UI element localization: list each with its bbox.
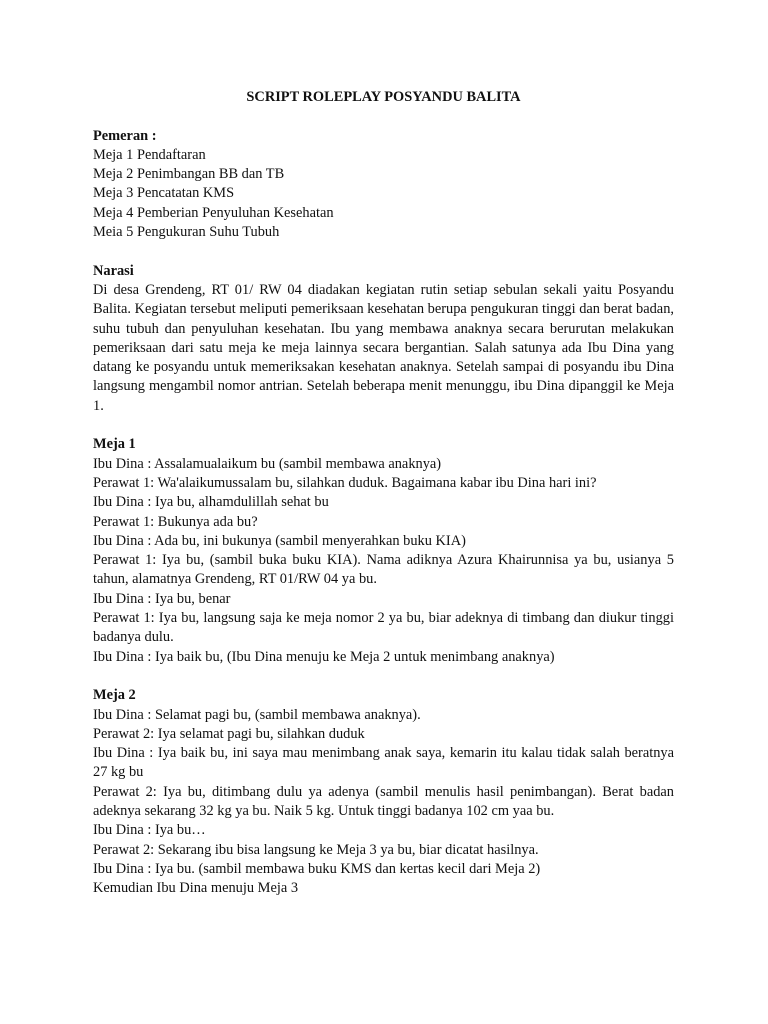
cast-item: Meja 3 Pencatatan KMS [93, 185, 235, 202]
document-content [93, 88, 674, 898]
dialogue-line: Perawat 2: Iya bu, ditimbang dulu ya adenya (sambil menulis hasil penimbangan). Berat badan adeknya sekarang 32 kg ya bu. Naik 5 kg. Untuk tinggi badanya 102 cm yaa bu. [93, 783, 674, 819]
dialogue-line: Perawat 2: Iya selamat pagi bu, silahkan duduk [93, 725, 365, 742]
dialogue-line: Ibu Dina : Assalamualaikum bu (sambil membawa anaknya) [93, 455, 442, 472]
cast-heading: Pemeran : [93, 127, 157, 144]
dialogue-line: Perawat 1: Bukunya ada bu? [93, 513, 258, 530]
dialogue-line: Perawat 1: Iya bu, (sambil buka buku KIA). Nama adiknya Azura Khairunnisa ya bu, usianya 5 tahun, alamatnya Grendeng, RT 01/RW 04 ya bu. [93, 552, 674, 588]
narration-text: Di desa Grendeng, RT 01/ RW 04 diadakan kegiatan rutin setiap sebulan sekali yaitu Posyandu Balita. Kegiatan tersebut meliputi pemeriksaan kesehatan berupa pengukuran tinggi dan berat badan, suhu tubuh dan penyuluhan kesehatan. Ibu yang membawa anaknya secara berurutan melakukan pemeriksaan dari satu meja ke meja lainnya secara bergantian. Salah satunya ada Ibu Dina yang datang ke posyandu untuk memeriksakan kesehatan anaknya. Setelah sampai di posyandu ibu Dina langsung mengambil nomor antrian. Setelah beberapa menit menunggu, ibu Dina dipanggil ke Meja 1. [93, 281, 674, 414]
document-title: SCRIPT ROLEPLAY POSYANDU BALITA [246, 89, 521, 105]
section-spacer [93, 667, 674, 686]
narration-heading: Narasi [93, 262, 134, 279]
cast-item: Meja 1 Pendaftaran [93, 146, 206, 163]
dialogue-line: Ibu Dina : Iya bu. (sambil membawa buku KMS dan kertas kecil dari Meja 2) [93, 860, 541, 877]
dialogue-line: Kemudian Ibu Dina menuju Meja 3 [93, 880, 299, 897]
dialogue-line: Ibu Dina : Selamat pagi bu, (sambil membawa anaknya). [93, 706, 421, 723]
dialogue-line: Ibu Dina : Iya bu, benar [93, 590, 231, 607]
cast-item: Meja 4 Pemberian Penyuluhan Kesehatan [93, 204, 334, 221]
cast-item: Meia 5 Pengukuran Suhu Tubuh [93, 224, 280, 241]
section-spacer [93, 416, 674, 435]
cast-item: Meja 2 Penimbangan BB dan TB [93, 166, 285, 183]
meja1-heading: Meja 1 [93, 436, 136, 453]
dialogue-line: Ibu Dina : Iya bu, alhamdulillah sehat bu [93, 494, 329, 511]
dialogue-line: Ibu Dina : Ada bu, ini bukunya (sambil menyerahkan buku KIA) [93, 532, 466, 549]
dialogue-line: Perawat 1: Iya bu, langsung saja ke meja nomor 2 ya bu, biar adeknya di timbang dan diukur tinggi badanya dulu. [93, 610, 674, 646]
dialogue-line: Ibu Dina : Iya baik bu, ini saya mau menimbang anak saya, kemarin itu kalau tidak salah beratnya 27 kg bu [93, 745, 674, 781]
meja2-heading: Meja 2 [93, 687, 136, 704]
dialogue-line: Perawat 1: Wa'alaikumussalam bu, silahkan duduk. Bagaimana kabar ibu Dina hari ini? [93, 474, 597, 491]
dialogue-line: Ibu Dina : Iya bu… [93, 822, 206, 839]
dialogue-line: Ibu Dina : Iya baik bu, (Ibu Dina menuju ke Meja 2 untuk menimbang anaknya) [93, 648, 555, 665]
dialogue-line: Perawat 2: Sekarang ibu bisa langsung ke Meja 3 ya bu, biar dicatat hasilnya. [93, 841, 539, 858]
section-spacer [93, 242, 674, 261]
